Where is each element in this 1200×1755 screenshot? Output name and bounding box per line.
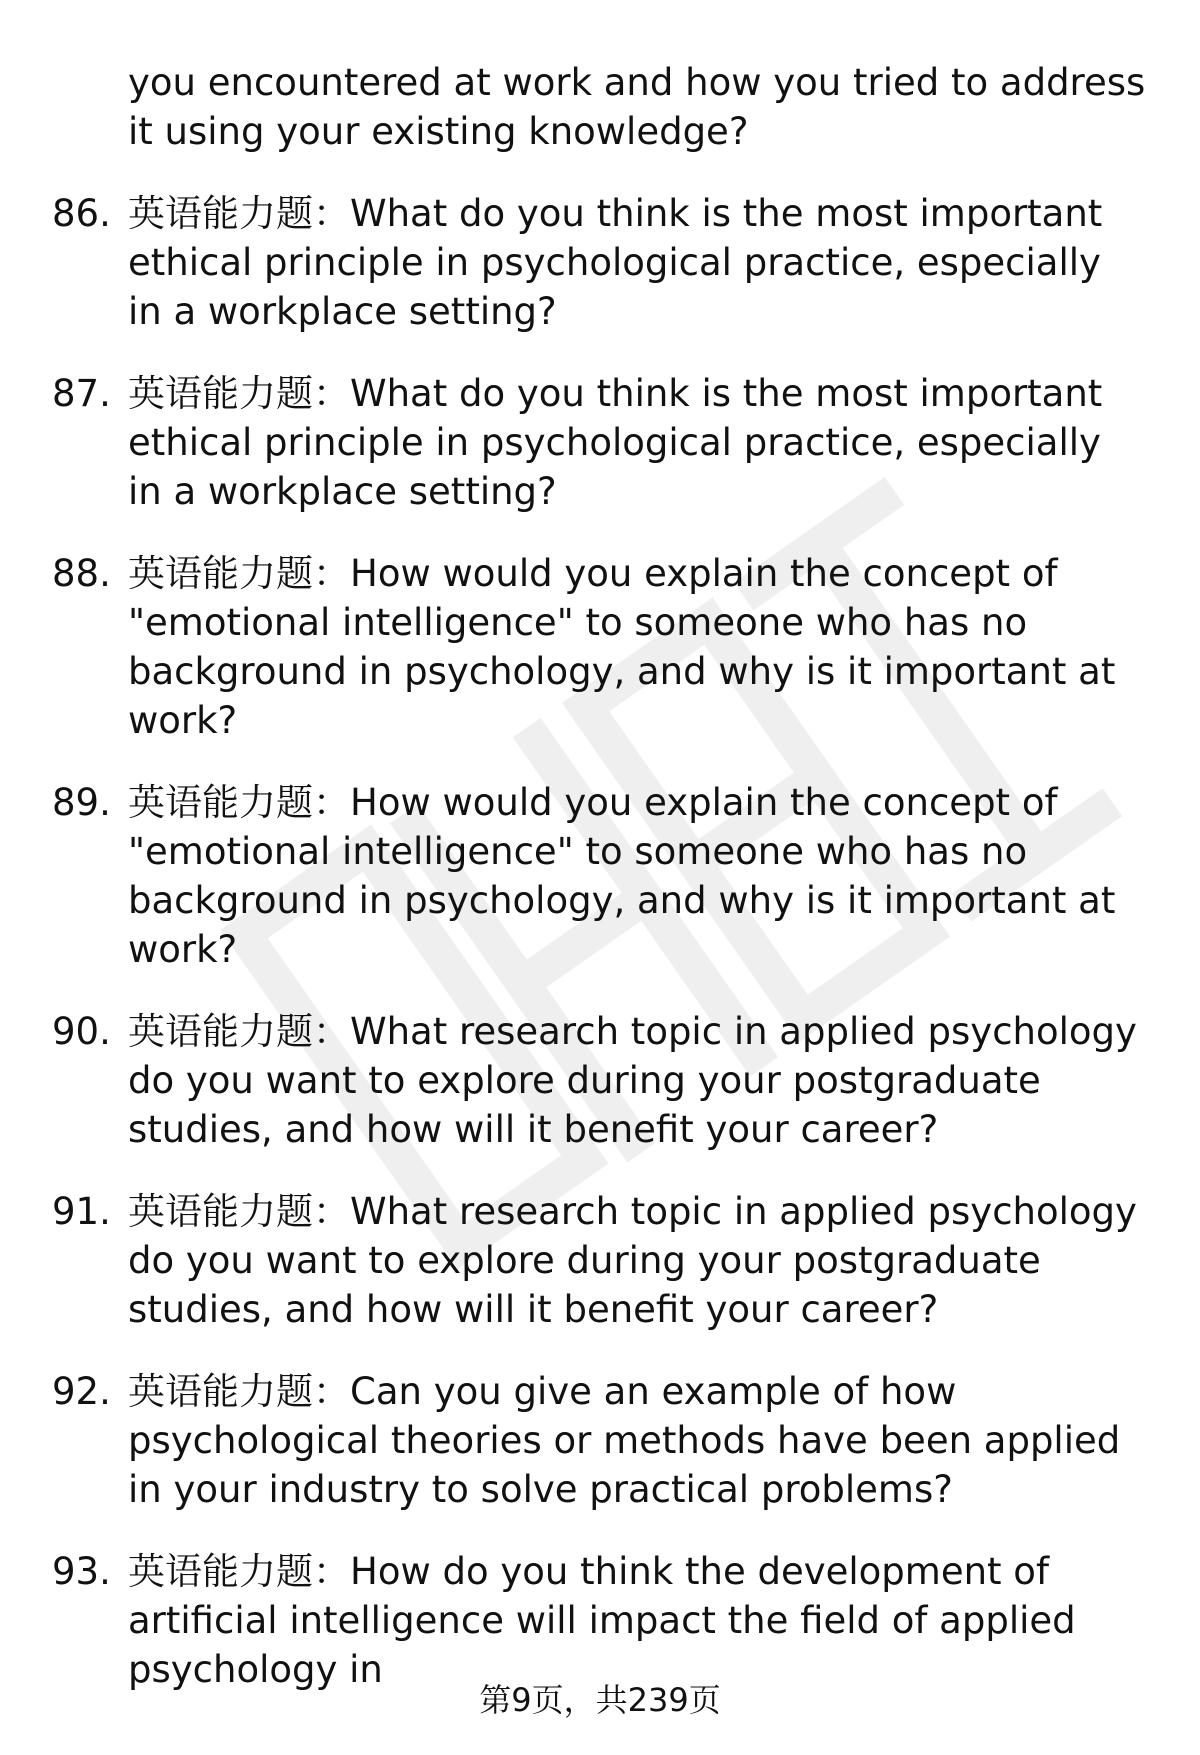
question-body	[128, 1367, 1162, 1514]
page-footer: 第9页，共239页	[479, 1681, 721, 1719]
question-item	[52, 549, 1162, 745]
question-body	[128, 1547, 1162, 1694]
question-text: How would you explain the concept of "emotional intelligence" to someone who has no background in psychology, and why is it important at work?	[128, 781, 1116, 971]
question-number: 86.	[52, 192, 111, 235]
question-body	[128, 189, 1162, 336]
question-category-label: 英语能力题：	[128, 192, 350, 235]
question-list	[52, 58, 1162, 1694]
question-text: How would you explain the concept of "emotional intelligence" to someone who has no background in psychology, and why is it important at work?	[128, 552, 1116, 742]
question-item	[52, 1367, 1162, 1514]
question-category-label: 英语能力题：	[128, 1190, 350, 1233]
question-body	[128, 1187, 1162, 1334]
question-item	[52, 369, 1162, 516]
question-number: 87.	[52, 372, 111, 415]
question-number: 88.	[52, 552, 111, 595]
question-number: 90.	[52, 1010, 111, 1053]
question-category-label: 英语能力题：	[128, 552, 350, 595]
question-number: 89.	[52, 781, 111, 824]
question-category-label: 英语能力题：	[128, 1370, 350, 1413]
question-item	[52, 778, 1162, 974]
question-category-label: 英语能力题：	[128, 1010, 350, 1053]
question-body	[128, 369, 1162, 516]
question-number: 91.	[52, 1190, 111, 1233]
question-category-label: 英语能力题：	[128, 1550, 350, 1593]
question-item	[52, 1007, 1162, 1154]
question-text: What do you think is the most important ethical principle in psychological practice, especially in a workplace setting?	[128, 372, 1103, 513]
question-text: What do you think is the most important ethical principle in psychological practice, especially in a workplace setting?	[128, 192, 1103, 333]
question-body	[128, 778, 1162, 974]
question-body	[128, 549, 1162, 745]
question-text: How do you think the development of artificial intelligence will impact the field of applied psychology in	[128, 1550, 1076, 1691]
question-number: 92.	[52, 1370, 111, 1413]
question-body	[128, 1007, 1162, 1154]
question-text: What research topic in applied psychology do you want to explore during your postgraduate studies, and how will it benefit your career?	[128, 1190, 1137, 1331]
question-text: What research topic in applied psychology do you want to explore during your postgraduate studies, and how will it benefit your career?	[128, 1010, 1137, 1151]
questions-container	[52, 189, 1162, 1694]
question-category-label: 英语能力题：	[128, 372, 350, 415]
question-item	[52, 1187, 1162, 1334]
question-item	[52, 189, 1162, 336]
question-number: 93.	[52, 1550, 111, 1593]
continued-question-text: you encountered at work and how you tried to address it using your existing knowledge?	[128, 61, 1146, 153]
question-category-label: 英语能力题：	[128, 781, 350, 824]
question-item	[52, 1547, 1162, 1694]
question-text: Can you give an example of how psychological theories or methods have been applied in your industry to solve practical problems?	[128, 1370, 1121, 1511]
